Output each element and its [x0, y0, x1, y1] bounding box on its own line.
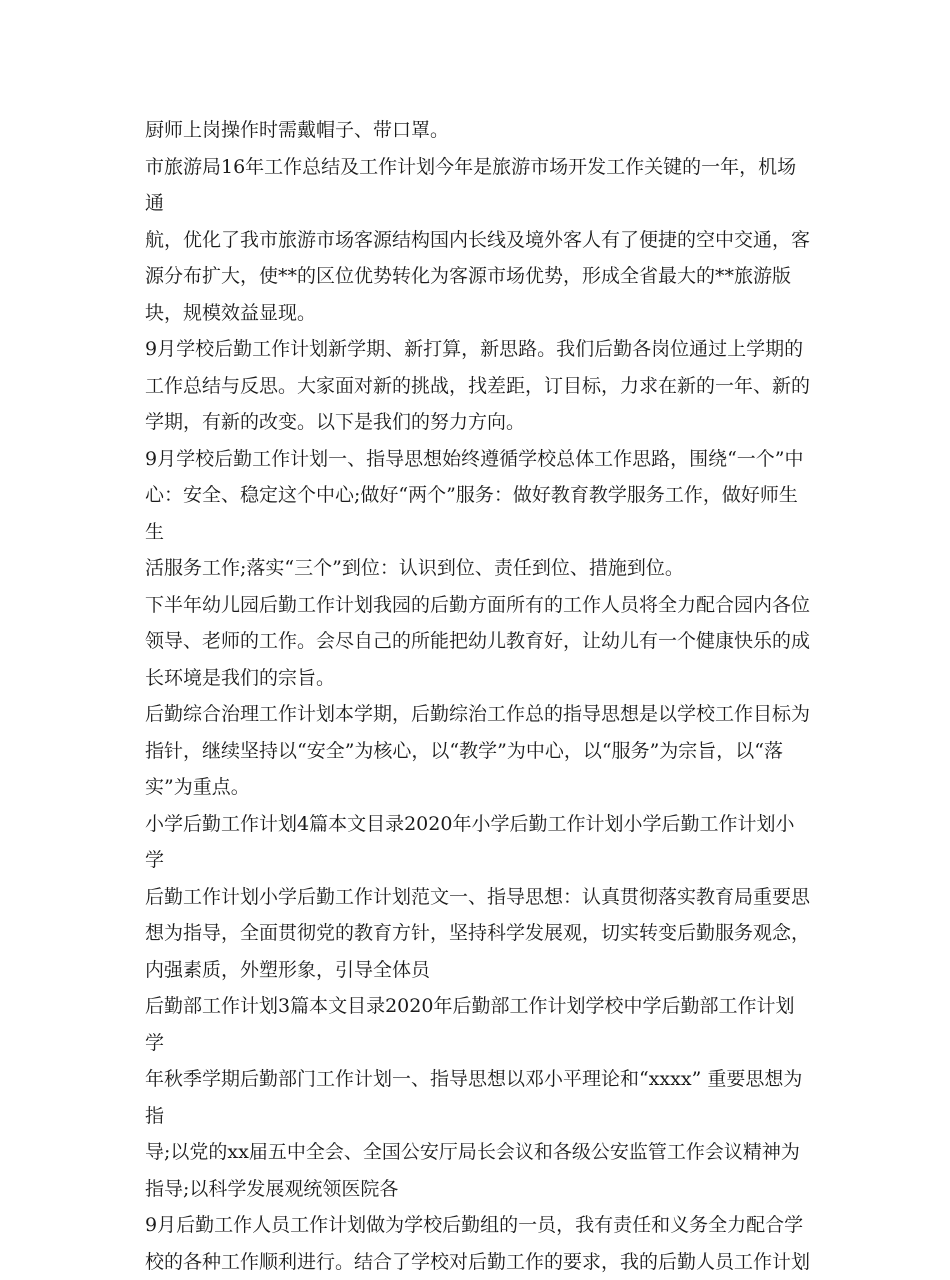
paragraph-logistics-staff: 9月后勤工作人员工作计划做为学校后勤组的一员，我有责任和义务全力配合学 校的各种工作顺利进行。结合了学校对后勤工作的要求，我的后勤人员工作计划	[145, 1214, 811, 1273]
paragraph-school-logistics-september: 9月学校后勤工作计划新学期、新打算，新思路。我们后勤各岗位通过上学期的 工作总结与反思。大家面对新的挑战，找差距，订目标，力求在新的一年、新的 学期，有新的改变。以下是我们的努力方向。	[145, 338, 811, 433]
paragraph-kindergarten-logistics: 下半年幼儿园后勤工作计划我园的后勤方面所有的工作人员将全力配合园内各位 领导、老师的工作。会尽自己的所能把幼儿教育好，让幼儿有一个健康快乐的成 长环境是我们的宗旨。	[145, 593, 811, 689]
paragraph-logistics-department: 后勤部工作计划3篇本文目录2020年后勤部工作计划学校中学后勤部工作计划学 年秋季学期后勤部门工作计划一、指导思想以邓小平理论和“xxxx” 重要思想为指 导;以党的xx届五中全会、全国公安厅局长会议和各级公安监管工作会议精神为 指导;以科学发展观统领医院各	[145, 995, 803, 1200]
paragraph-chef-hygiene: 厨师上岗操作时需戴帽子、带口罩。	[145, 119, 450, 141]
paragraph-school-logistics-guideline: 9月学校后勤工作计划一、指导思想始终遵循学校总体工作思路，围绕“一个”中 心：安全、稳定这个中心;做好“两个”服务：做好教育教学服务工作，做好师生生 活服务工作;落实“三个”到位：认识到位、责任到位、措施到位。	[145, 447, 804, 579]
paragraph-comprehensive-governance: 后勤综合治理工作计划本学期，后勤综治工作总的指导思想是以学校工作目标为 指针，继续坚持以“安全”为核心，以“教学”为中心，以“服务”为宗旨，以“落 实”为重点。	[145, 703, 811, 798]
paragraph-primary-school-logistics: 小学后勤工作计划4篇本文目录2020年小学后勤工作计划小学后勤工作计划小学 后勤工作计划小学后勤工作计划范文一、指导思想：认真贯彻落实教育局重要思 想为指导，全面贯彻党的教育方针，坚持科学发展观，切实转变后勤服务观念， 内强素质，外塑形象，引导全体员	[145, 812, 811, 981]
paragraph-tourism-plan: 市旅游局16年工作总结及工作计划今年是旅游市场开发工作关键的一年，机场通 航，优化了我市旅游市场客源结构国内长线及境外客人有了便捷的空中交通，客 源分布扩大，使**的区位优势转化为客源市场优势，形成全省最大的**旅游版 块，规模效益显现。	[145, 155, 811, 324]
document-body	[145, 112, 810, 1280]
